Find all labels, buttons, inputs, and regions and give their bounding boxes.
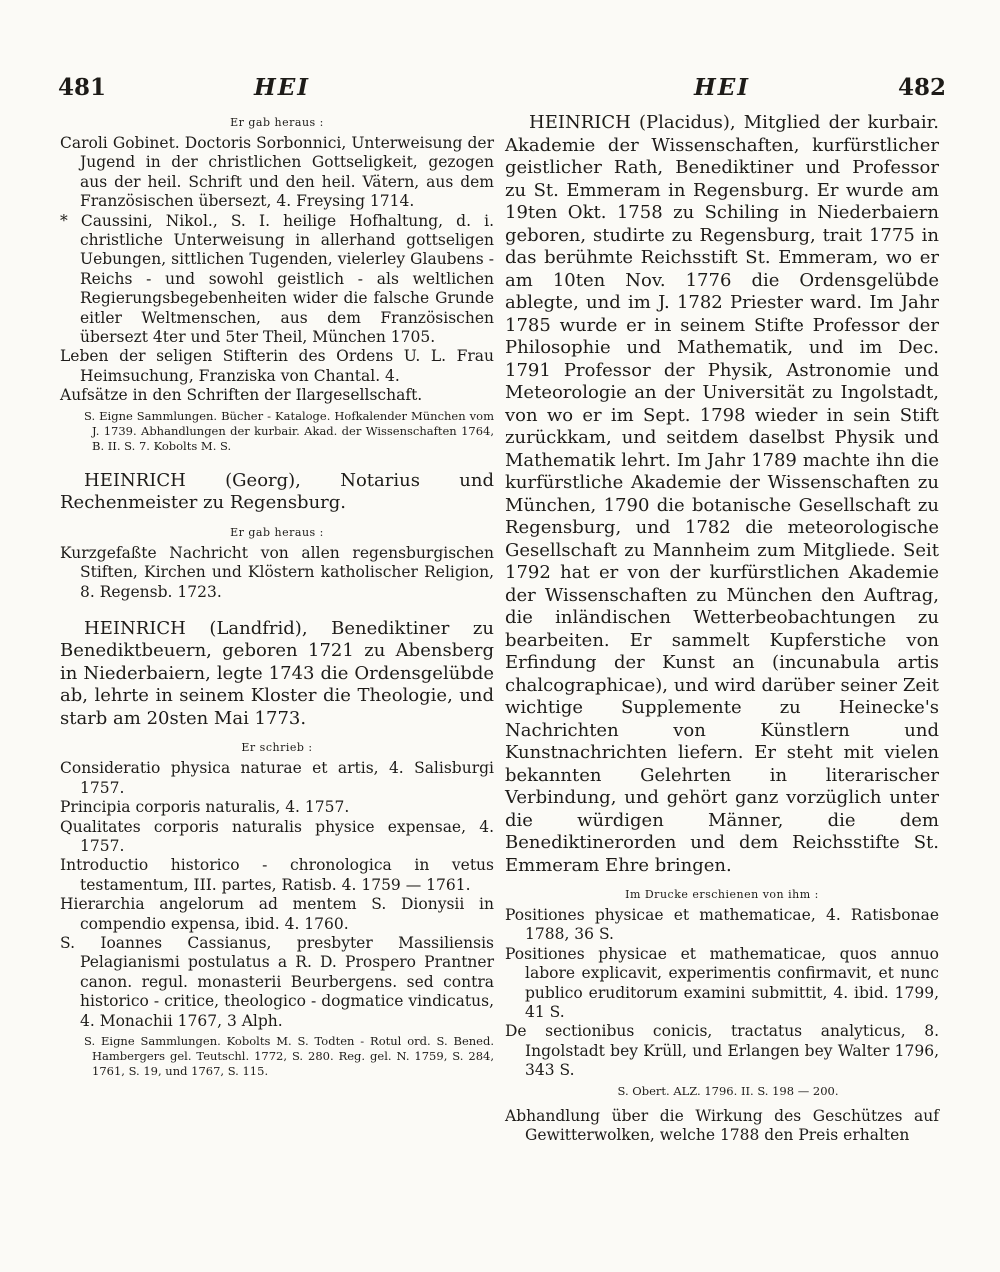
work-entry: Abhandlung über die Wirkung des Geschützes auf Gewitterwolken, welche 1788 den Preis erhalten xyxy=(505,1106,939,1145)
entry-heading-placidus: HEINRICH (Placidus), Mitglied der kurbair. Akademie der Wissenschaften, kurfürstlicher geistlicher Rath, Benediktiner und Professor zu St. Emmeram in Regensburg. Er wurde am 19ten Okt. 1758 zu Schiling in Niederbaiern geboren, studirte zu Regensburg, trait 1775 in das berühmte Reichsstift St. Emmeram, wo er am 10ten Nov. 1776 die Ordensgelübde ablegte, und im J. 1782 Priester ward. Im Jahr 1785 wurde er in seinem Stifte Professor der Philosophie und Mathematik, und im Dec. 1791 Professor der Physik, Astronomie und Meteorologie an der Universität zu Ingolstadt, von wo er im Sept. 1798 wieder in sein Stift zurückkam, und seitdem daselbst Physik und Mathematik lehrt. Im Jahr 1789 machte ihn die kurfürstliche Akademie der Wissenschaften zu München, 1790 die botanische Gesellschaft zu Regensburg, und 1782 die meteorologische Gesellschaft zu Mannheim zum Mitgliede. Seit 1792 hat er von der kurfürstlichen Akademie der Wissenschaften zu München den Auftrag, die inländischen Wetterbeobachtungen zu bearbeiten. Er sammelt Kupferstiche von Erfindung der Kunst an (incunabula artis chalcographicae), und wird darüber seiner Zeit wichtige Supplemente zu Heinecke's Nachrichten von Künstlern und Kunstnachrichten liefern. Er steht mit vielen bekannten Gelehrten in literarischer Verbindung, und gehört ganz vorzüglich unter die würdigen Männer, die dem Benediktinerorden und dem Reichsstifte St. Emmeram Ehre bringen. xyxy=(505,112,939,876)
work-entry: Kurzgefaßte Nachricht von allen regensburgischen Stiften, Kirchen und Klöstern katholischer Religion, 8. Regensb. 1723. xyxy=(60,543,494,601)
work-entry: Principia corporis naturalis, 4. 1757. xyxy=(60,798,350,817)
work-entry: De sectionibus conicis, tractatus analyticus, 8. Ingolstadt bey Krüll, und Erlangen bey Walter 1796, 343 S. xyxy=(505,1022,939,1080)
work-entry: Positiones physicae et mathematicae, quos annuo labore explicavit, experimentis confirmavit, et nunc publico eruditorum examini submittit, 4. ibid. 1799, 41 S. xyxy=(505,944,939,1022)
entry-heading-georg: HEINRICH (Georg), Notarius und Rechenmeister zu Regensburg. xyxy=(60,469,494,514)
subheading: Er gab heraus : xyxy=(230,525,324,539)
entry-heading-landfrid: HEINRICH (Landfrid), Benediktiner zu Benediktbeuern, geboren 1721 zu Abensberg in Niederbaiern, legte 1743 die Ordensgelübde ab, lehrte in seinem Kloster die Theologie, und starb am 20sten Mai 1773. xyxy=(60,617,494,729)
work-entry: Qualitates corporis naturalis physice expensae, 4. 1757. xyxy=(60,817,494,856)
reference-note: S. Obert. ALZ. 1796. II. S. 198 — 200. xyxy=(617,1083,839,1098)
work-entry: Leben der seligen Stifterin des Ordens U. L. Frau Heimsuchung, Franziska von Chantal. 4. xyxy=(60,347,494,385)
subheading: Er schrieb : xyxy=(241,741,313,755)
work-entry: Caroli Gobinet. Doctoris Sorbonnici, Unterweisung der Jugend in der christlichen Gottseligkeit, gezogen aus der heil. Schrift und den heil. Vätern, aus dem Französischen übersezt, 4. Freysing 1714. xyxy=(60,134,494,211)
right-column xyxy=(505,112,939,1145)
left-page-number: 481 xyxy=(58,74,107,101)
work-entry: Hierarchia angelorum ad mentem S. Dionysii in compendio expensa, ibid. 4. 1760. xyxy=(60,895,494,933)
left-column xyxy=(60,112,494,1087)
reference-note: S. Eigne Sammlungen. Kobolts M. S. Todten - Rotul ord. S. Bened. Hambergers gel. Teutschl. 1772, S. 280. Reg. gel. N. 1759, S. 284, 1761, S. 19, und 1767, S. 115. xyxy=(84,1034,494,1079)
work-entry: S. Ioannes Cassianus, presbyter Massiliensis Pelagianismi postulatus a R. D. Prospero Prantner canon. regul. monasterii Beurbergens. sed contra historico - critice, theologico - dogmatice vindicatus, 4. Monachii 1767, 3 Alph. xyxy=(60,934,494,1030)
subheading: Er gab heraus : xyxy=(230,116,324,129)
reference-note: S. Eigne Sammlungen. Bücher - Kataloge. Hofkalender München vom J. 1739. Abhandlungen der kurbair. Akad. der Wissenschaften 1764, B. II. S. 7. Kobolts M. S. xyxy=(84,408,494,453)
work-entry: Consideratio physica naturae et artis, 4. Salisburgi 1757. xyxy=(60,759,494,797)
work-entry: Introductio historico - chronologica in vetus testamentum, III. partes, Ratisb. 4. 1759 — 1761. xyxy=(60,856,494,894)
work-entry: * Caussini, Nikol., S. I. heilige Hofhaltung, d. i. christliche Unterweisung in allerhand gottseligen Uebungen, sittlichen Tugenden, vielerley Glaubens - Reichs - und sowohl geistlich - als weltlichen Regierungsbegebenheiten wider die falsche Grunde eitler Weltmenschen, aus dem Französischen übersezt 4ter und 5ter Theil, München 1705. xyxy=(60,211,494,347)
right-running-title: HEI xyxy=(694,74,751,101)
left-running-title: HEI xyxy=(254,74,311,101)
work-entry: Aufsätze in den Schriften der Ilargesellschaft. xyxy=(60,386,423,405)
subheading: Im Drucke erschienen von ihm : xyxy=(625,888,819,901)
right-page-number: 482 xyxy=(898,74,947,101)
work-entry: Positiones physicae et mathematicae, 4. Ratisbonae 1788, 36 S. xyxy=(505,906,939,944)
